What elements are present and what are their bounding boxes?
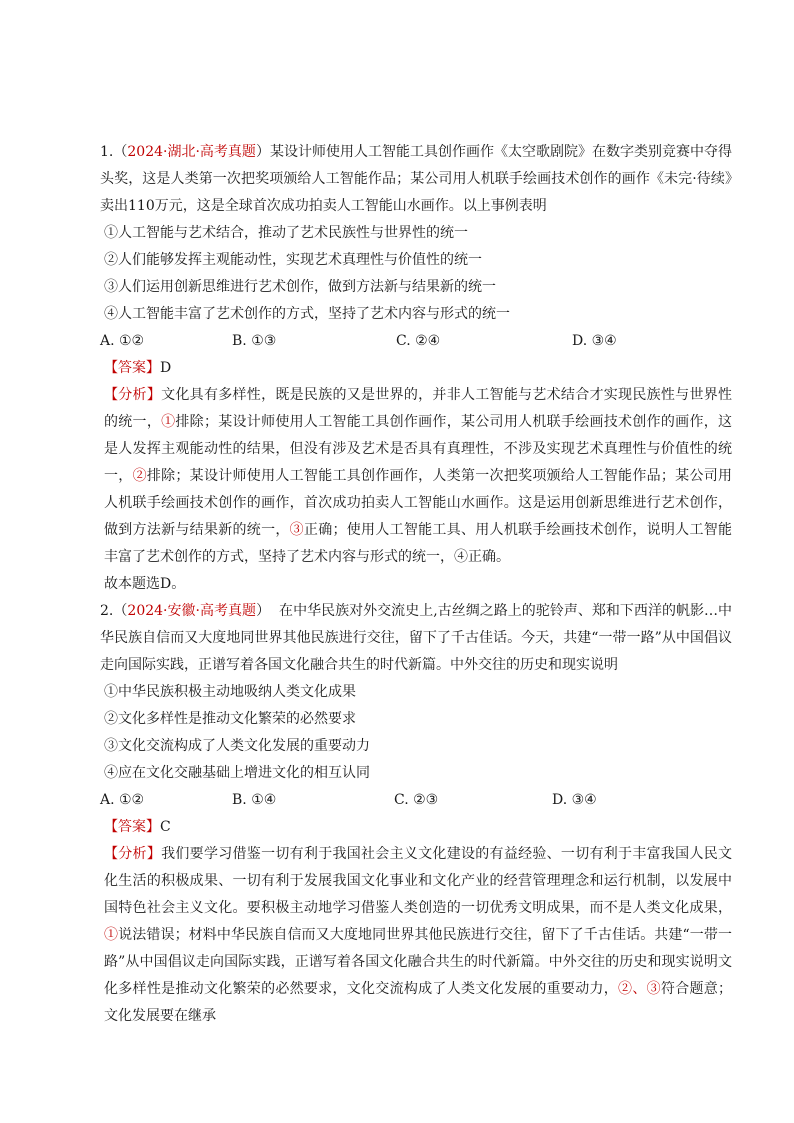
analysis-part: 符合题意；文化发展要在继承 bbox=[104, 981, 733, 1024]
question-2-option: ①中华民族积极主动地吸纳人类文化成果 bbox=[104, 684, 356, 700]
analysis-part-marker: ③ bbox=[289, 522, 304, 538]
answer-label: 【答案】 bbox=[104, 360, 160, 376]
analysis-part-marker: ① bbox=[161, 414, 176, 430]
answer-value: D bbox=[160, 360, 172, 376]
question-2-option: ③文化交流构成了人类文化发展的重要动力 bbox=[104, 738, 370, 754]
document-content bbox=[100, 139, 732, 1030]
question-1-analysis bbox=[100, 382, 732, 571]
question-1-number: 1. bbox=[100, 144, 114, 160]
analysis-part: 排除；某设计师使用人工智能工具创作画作，人类第一次把奖项颁给人工智能作品；某公司用人机联手绘画技术创作的画作，首次成功拍卖人工智能山水画作。这是运用创新思维进行艺术创作，做到方法新与结果新的统一， bbox=[104, 468, 733, 538]
question-1-option: ③人们运用创新思维进行艺术创作，做到方法新与结果新的统一 bbox=[104, 279, 496, 295]
question-2-analysis bbox=[100, 841, 732, 1030]
question-1-option: ④人工智能丰富了艺术创作的方式，坚持了艺术内容与形式的统一 bbox=[104, 306, 510, 322]
answer-value: C bbox=[160, 819, 171, 835]
question-2-choices bbox=[100, 787, 732, 814]
analysis-label: 【分析】 bbox=[104, 387, 162, 403]
question-1-stem-text: 某设计师使用人工智能工具创作画作《太空歌剧院》在数字类别竞赛中夺得头奖，这是人类第一次把奖项颁给人工智能作品；某公司用人机联手绘画技术创作的画作《未完·待续》卖出110万元，这是全球首次成功拍卖人工智能山水画作。以上事例表明 bbox=[100, 144, 733, 214]
analysis-part: 正确；使用人工智能工具、用人机联手绘画技术创作，说明人工智能丰富了艺术创作的方式，坚持了艺术内容与形式的统一，④正确。 bbox=[104, 522, 733, 565]
choice-a: A. ①② bbox=[100, 333, 145, 349]
analysis-part: 我们要学习借鉴一切有利于我国社会主义文化建设的有益经验、一切有利于丰富我国人民文化生活的积极成果、一切有利于发展我国文化事业和文化产业的经营管理理念和运行机制，以发展中国特色社会主义文化。要积极主动地学习借鉴人类创造的一切优秀文明成果，而不是人类文化成果， bbox=[104, 846, 733, 916]
question-2-option: ②文化多样性是推动文化繁荣的必然要求 bbox=[104, 711, 356, 727]
choice-d: D. ③④ bbox=[552, 792, 597, 808]
choice-c: C. ②④ bbox=[396, 333, 441, 349]
question-2-stem: 2.（2024·安徽·高考真题） 在中华民族对外交流史上,古丝绸之路上的驼铃声、郑和下西洋的帆影…中华民族自信而又大度地同世界其他民族进行交往，留下了千古佳话。今天，共建“一带一路”从中国倡议走向国际实践，正谱写着各国文化融合共生的时代新篇。中外交往的历史和现实说明 bbox=[100, 603, 733, 673]
analysis-part: 说法错误；材料中华民族自信而又大度地同世界其他民族进行交往，留下了千古佳话。共建“一带一路”从中国倡议走向国际实践，正谱写着各国文化融合共生的时代新篇。中外交往的历史和现实说明文化多样性是推动文化繁荣的必然要求，文化交流构成了人类文化发展的重要动力， bbox=[104, 927, 733, 997]
question-1-option: ①人工智能与艺术结合，推动了艺术民族性与世界性的统一 bbox=[104, 225, 468, 241]
analysis-part-marker: ② bbox=[132, 468, 147, 484]
choice-b: B. ①④ bbox=[232, 792, 277, 808]
analysis-label: 【分析】 bbox=[104, 846, 162, 862]
analysis-part-marker: ②、③ bbox=[618, 981, 661, 997]
analysis-part: 排除；某设计师使用人工智能工具创作画作，某公司用人机联手绘画技术创作的画作，这是人发挥主观能动性的结果，但没有涉及艺术是否具有真理性，不涉及实现艺术真理性与价值性的统一， bbox=[104, 414, 733, 484]
question-2-source: 2024·安徽·高考真题 bbox=[127, 603, 257, 619]
question-2-answer bbox=[100, 814, 732, 841]
analysis-part-marker: ① bbox=[104, 927, 119, 943]
choice-c: C. ②③ bbox=[394, 792, 439, 808]
question-1-option: ②人们能够发挥主观能动性，实现艺术真理性与价值性的统一 bbox=[104, 252, 482, 268]
question-1-choices bbox=[100, 328, 732, 355]
question-1-stem: 1.（2024·湖北·高考真题）某设计师使用人工智能工具创作画作《太空歌剧院》在数字类别竞赛中夺得头奖，这是人类第一次把奖项颁给人工智能作品；某公司用人机联手绘画技术创作的画作《未完·待续》卖出110万元，这是全球首次成功拍卖人工智能山水画作。以上事例表明 bbox=[100, 144, 733, 214]
question-1-answer bbox=[100, 355, 732, 382]
choice-b: B. ①③ bbox=[232, 333, 277, 349]
analysis-part: 文化具有多样性，既是民族的又是世界的，并非人工智能与艺术结合才实现民族性与世界性的统一， bbox=[104, 387, 733, 430]
question-2-option: ④应在文化交融基础上增进文化的相互认同 bbox=[104, 765, 370, 781]
question-1-conclusion: 故本题选D。 bbox=[104, 576, 186, 592]
question-2-number: 2. bbox=[100, 603, 114, 619]
choice-d: D. ③④ bbox=[572, 333, 617, 349]
answer-label: 【答案】 bbox=[104, 819, 160, 835]
question-1-source: 2024·湖北·高考真题 bbox=[127, 144, 256, 160]
question-2-stem-text: 在中华民族对外交流史上,古丝绸之路上的驼铃声、郑和下西洋的帆影…中华民族自信而又大度地同世界其他民族进行交往，留下了千古佳话。今天，共建“一带一路”从中国倡议走向国际实践，正谱写着各国文化融合共生的时代新篇。中外交往的历史和现实说明 bbox=[100, 603, 733, 673]
choice-a: A. ①② bbox=[100, 792, 145, 808]
